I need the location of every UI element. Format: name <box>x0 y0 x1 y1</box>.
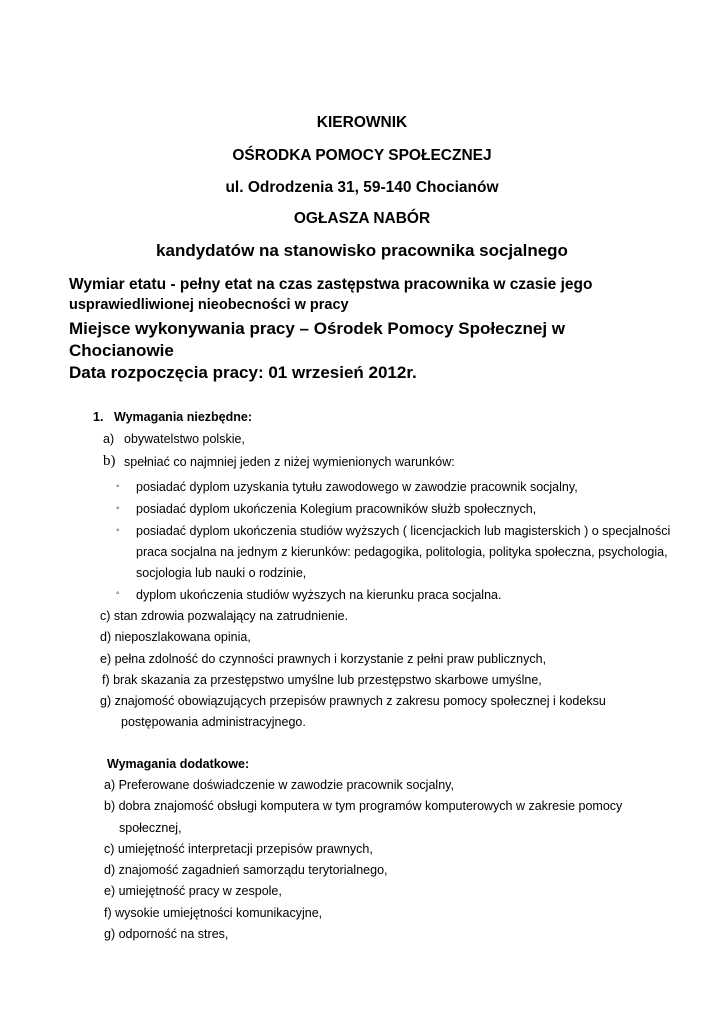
header-subtitle: kandydatów na stanowisko pracownika socjalnego <box>156 241 568 260</box>
req-d: d) nieposzlakowana opinia, <box>100 630 251 644</box>
miejsce-line-1: Miejsce wykonywania pracy – Ośrodek Pomocy Społecznej w <box>69 319 566 338</box>
req-sub-3-line-3: socjologia lub nauki o rodzinie, <box>136 566 307 580</box>
req-sub-4: dyplom ukończenia studiów wyższych na kierunku praca socjalna. <box>136 588 502 602</box>
add-d: d) znajomość zagadnień samorządu terytorialnego, <box>104 863 388 877</box>
req-g-line-2: postępowania administracyjnego. <box>121 715 306 729</box>
bullet-icon: ◦ <box>116 481 120 492</box>
bullet-icon: ◦ <box>116 503 120 514</box>
add-f: f) wysokie umiejętności komunikacyjne, <box>104 906 323 920</box>
req-b-text: spełniać co najmniej jeden z niżej wymienionych warunków: <box>124 455 455 469</box>
section-additional-heading: Wymagania dodatkowe: <box>107 757 250 771</box>
add-e: e) umiejętność pracy w zespole, <box>104 884 282 898</box>
req-a-text: obywatelstwo polskie, <box>124 432 245 446</box>
req-sub-1: posiadać dyplom uzyskania tytułu zawodowego w zawodzie pracownik socjalny, <box>136 480 578 494</box>
etat-line-1: Wymiar etatu - pełny etat na czas zastępstwa pracownika w czasie jego <box>69 276 593 293</box>
section-1-number: 1. <box>93 410 104 424</box>
req-g-line-1: g) znajomość obowiązujących przepisów prawnych z zakresu pomocy społecznej i kodeksu <box>100 694 606 708</box>
header-org: OŚRODKA POMOCY SPOŁECZNEJ <box>232 147 492 164</box>
header-address: ul. Odrodzenia 31, 59-140 Chocianów <box>225 179 499 196</box>
data-rozpoczecia: Data rozpoczęcia pracy: 01 wrzesień 2012r. <box>69 363 417 382</box>
req-a-letter: a) <box>103 432 115 446</box>
etat-line-2: usprawiedliwionej nieobecności w pracy <box>69 297 349 313</box>
add-g: g) odporność na stres, <box>104 927 229 941</box>
add-c: c) umiejętność interpretacji przepisów prawnych, <box>104 842 373 856</box>
req-f: f) brak skazania za przestępstwo umyślne lub przestępstwo skarbowe umyślne, <box>102 673 542 687</box>
add-b-line-1: b) dobra znajomość obsługi komputera w tym programów komputerowych w zakresie pomocy <box>104 799 623 813</box>
header-title: KIEROWNIK <box>316 114 408 131</box>
section-1-heading: Wymagania niezbędne: <box>114 410 252 424</box>
req-sub-2: posiadać dyplom ukończenia Kolegium pracowników służb społecznych, <box>136 502 537 516</box>
bullet-icon: ◦ <box>116 588 120 599</box>
req-sub-3-line-1: posiadać dyplom ukończenia studiów wyższych ( licencjackich lub magisterskich ) o specjalności <box>136 524 671 538</box>
req-b-letter: b) <box>103 453 116 469</box>
header-announce: OGŁASZA NABÓR <box>293 210 431 227</box>
miejsce-line-2: Chocianowie <box>69 341 174 360</box>
bullet-icon: ◦ <box>116 525 120 536</box>
add-a: a) Preferowane doświadczenie w zawodzie pracownik socjalny, <box>104 778 454 792</box>
add-b-line-2: społecznej, <box>119 821 182 835</box>
req-sub-3-line-2: praca socjalna na jednym z kierunków: pedagogika, politologia, polityka społeczna, psychologia, <box>136 545 668 559</box>
req-c: c) stan zdrowia pozwalający na zatrudnienie. <box>100 609 349 623</box>
req-e: e) pełna zdolność do czynności prawnych i korzystanie z pełni praw publicznych, <box>100 652 547 666</box>
